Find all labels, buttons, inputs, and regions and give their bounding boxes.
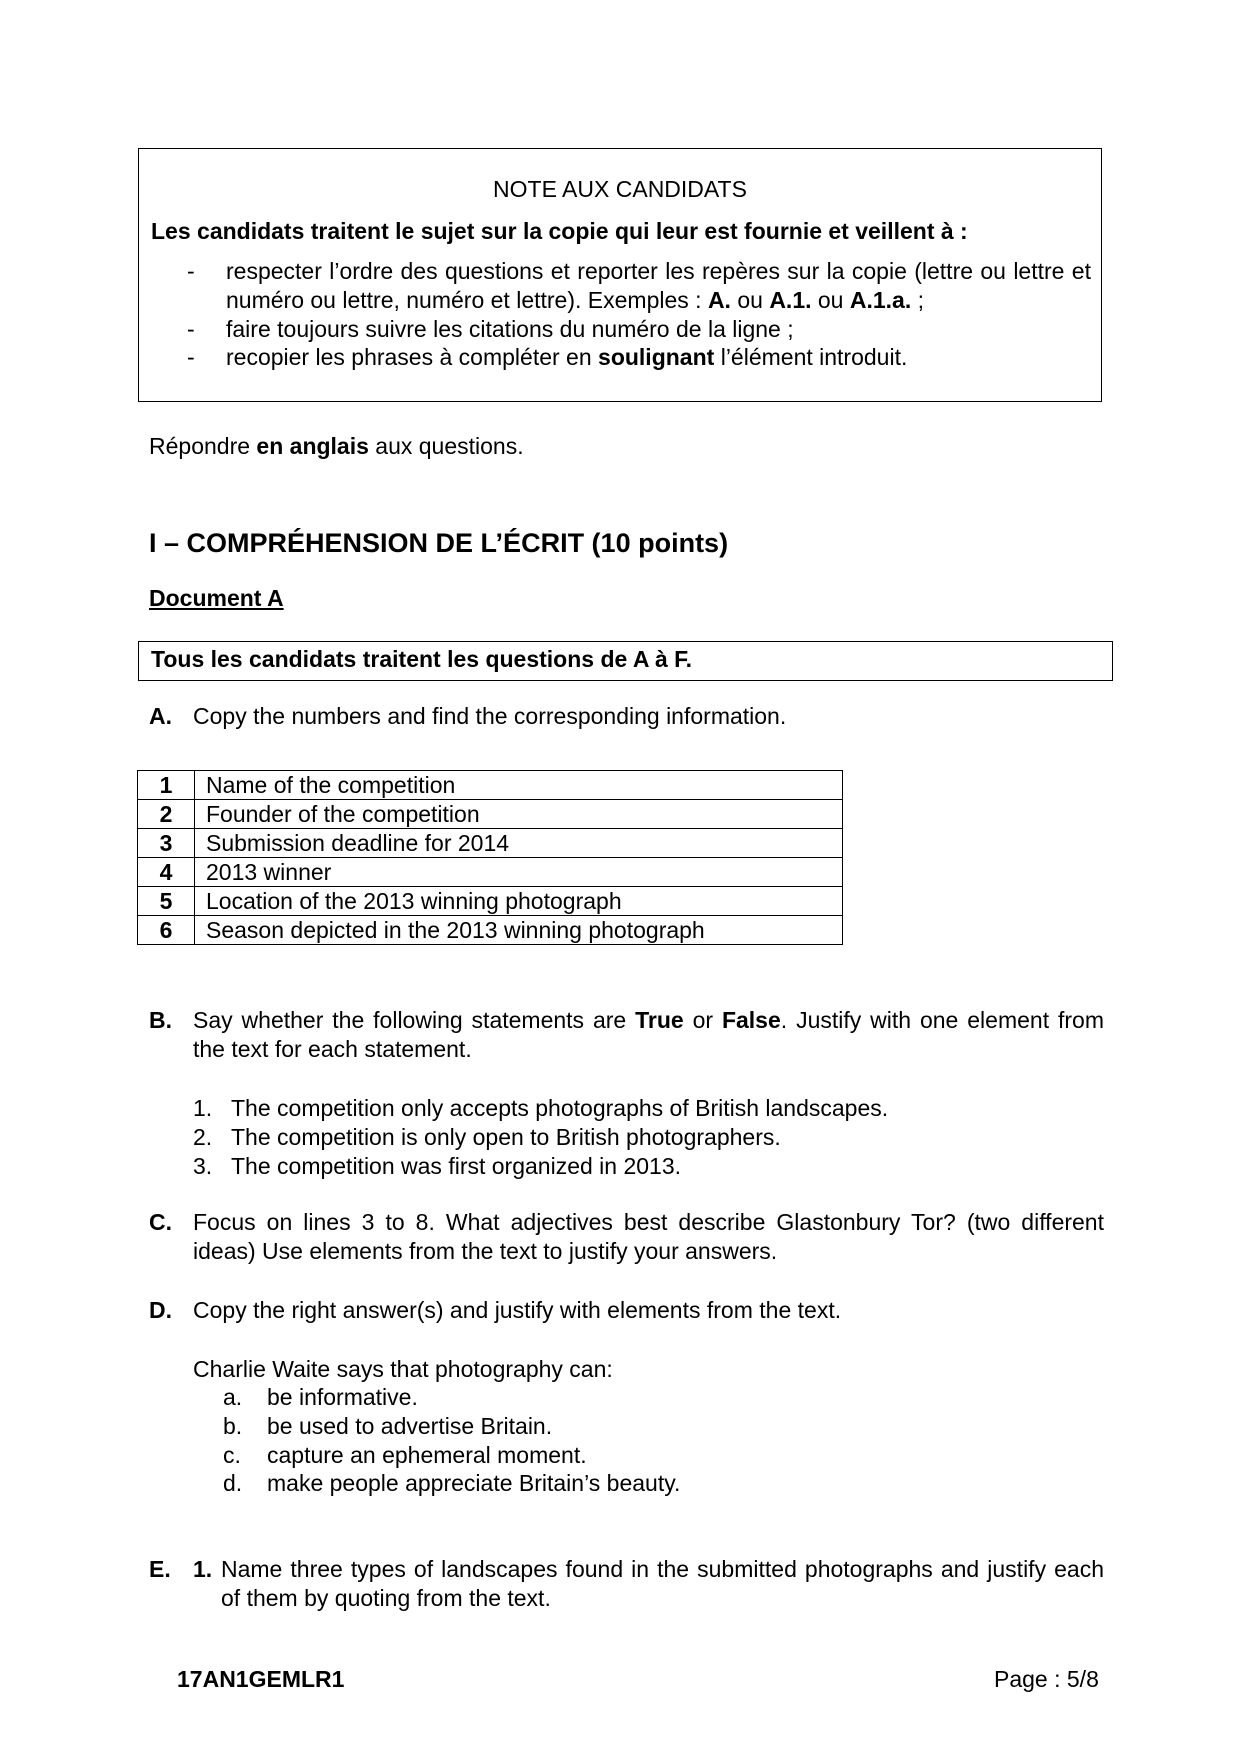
list-item: b. be used to advertise Britain.	[223, 1412, 553, 1439]
table-row: 3 Submission deadline for 2014	[138, 829, 843, 858]
list-item: c. capture an ephemeral moment.	[223, 1441, 587, 1468]
list-item: 2. The competition is only open to British photographers.	[193, 1123, 781, 1150]
note-item: - recopier les phrases à compléter en soulignant l’élément introduit.	[187, 344, 908, 371]
question-d-intro: Charlie Waite says that photography can:	[193, 1355, 613, 1382]
table-row: 1 Name of the competition	[138, 771, 843, 800]
question-e: E. 1. Name three types of landscapes found in the submitted photographs and justify each of them by quoting from the text.	[149, 1556, 1104, 1611]
list-item: d. make people appreciate Britain’s beauty.	[223, 1470, 681, 1497]
answer-language-instruction: Répondre en anglais aux questions.	[149, 433, 524, 459]
note-list	[151, 257, 1091, 372]
note-lead: Les candidats traitent le sujet sur la copie qui leur est fournie et veillent à :	[151, 218, 968, 244]
note-item: - respecter l’ordre des questions et reporter les repères sur la copie (lettre ou lettre et numéro ou lettre, numéro et lettre). Exemples : A. ou A.1. ou A.1.a. ;	[187, 258, 1091, 313]
note-item: - faire toujours suivre les citations du numéro de la ligne ;	[187, 315, 794, 342]
options-list	[193, 1383, 680, 1498]
list-item: a. be informative.	[223, 1384, 418, 1410]
document-label: Document A	[149, 585, 284, 611]
table-row: 5 Location of the 2013 winning photograph	[138, 887, 843, 916]
question-d: D. Copy the right answer(s) and justify with elements from the text. Charlie Waite says that photography can:	[149, 1296, 1104, 1384]
all-candidates-box: Tous les candidats traitent les questions de A à F.	[138, 641, 1113, 681]
page-number: Page : 5/8	[994, 1666, 1099, 1692]
question-a: A. Copy the numbers and find the corresponding information.	[149, 703, 787, 729]
table-row: 4 2013 winner	[138, 858, 843, 887]
statements-list	[193, 1094, 888, 1180]
exam-code: 17AN1GEMLR1	[177, 1666, 345, 1692]
note-title: NOTE AUX CANDIDATS	[493, 176, 747, 202]
question-c: C. Focus on lines 3 to 8. What adjectives best describe Glastonbury Tor? (two different ideas) Use elements from the text to justify your answers.	[149, 1209, 1104, 1264]
table-row: 6 Season depicted in the 2013 winning photograph	[138, 916, 843, 945]
list-item: 3. The competition was first organized in 2013.	[193, 1152, 682, 1179]
note-box	[138, 148, 1102, 402]
list-item: 1. The competition only accepts photographs of British landscapes.	[193, 1095, 889, 1121]
section-title: I – COMPRÉHENSION DE L’ÉCRIT (10 points)	[149, 528, 729, 558]
table-row: 2 Founder of the competition	[138, 800, 843, 829]
information-table	[137, 770, 843, 945]
question-b: B. Say whether the following statements are True or False. Justify with one element from the text for each statement.	[149, 1007, 1104, 1062]
